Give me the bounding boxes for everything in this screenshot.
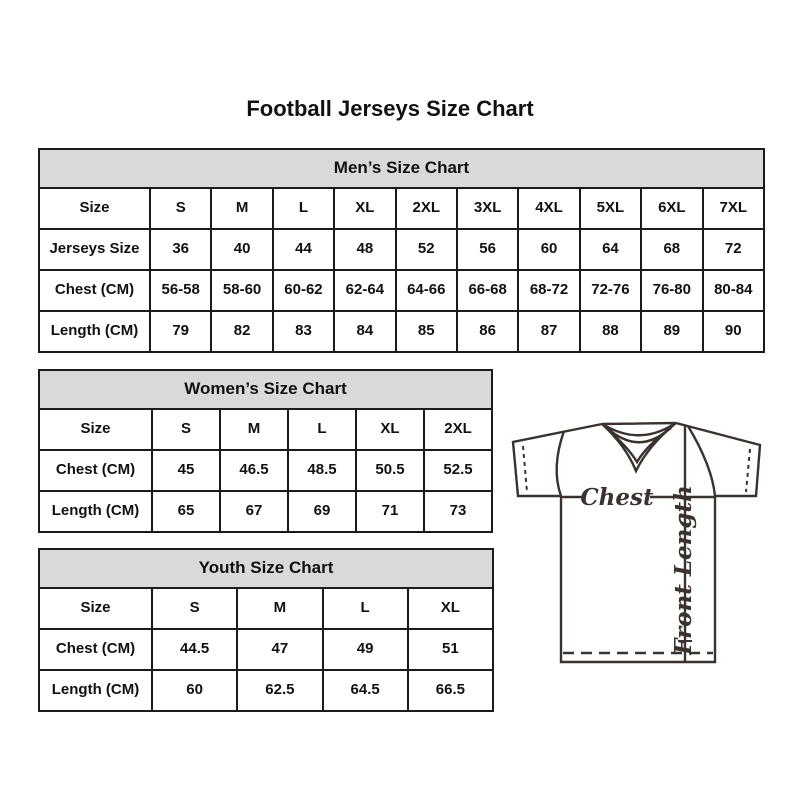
row-label: Size (39, 588, 152, 629)
row-label: Length (CM) (39, 491, 152, 532)
cell-value: XL (356, 409, 424, 450)
cell-value: 52.5 (424, 450, 492, 491)
cell-value: 46.5 (220, 450, 288, 491)
cell-value: 72 (703, 229, 764, 270)
cell-value: 60 (152, 670, 237, 711)
womens-size-table (38, 369, 493, 533)
cell-value: 64-66 (396, 270, 457, 311)
row-label: Jerseys Size (39, 229, 150, 270)
cell-value: 76-80 (641, 270, 702, 311)
cell-value: 83 (273, 311, 334, 352)
cell-value: 6XL (641, 188, 702, 229)
cell-value: 7XL (703, 188, 764, 229)
row-label: Size (39, 188, 150, 229)
front-length-measure-label: Front Length (670, 485, 697, 655)
cell-value: 64 (580, 229, 641, 270)
table-row (39, 409, 492, 450)
cell-value: 2XL (396, 188, 457, 229)
cell-value: 73 (424, 491, 492, 532)
row-label: Chest (CM) (39, 270, 150, 311)
cell-value: 62.5 (237, 670, 322, 711)
cell-value: 51 (408, 629, 493, 670)
cell-value: 66.5 (408, 670, 493, 711)
cell-value: 2XL (424, 409, 492, 450)
table-row (39, 588, 493, 629)
cell-value: 48 (334, 229, 395, 270)
cell-value: 40 (211, 229, 272, 270)
cell-value: 56 (457, 229, 518, 270)
cell-value: 60 (518, 229, 579, 270)
table-header-row (39, 149, 764, 188)
row-label: Length (CM) (39, 670, 152, 711)
page-title: Football Jerseys Size Chart (246, 96, 534, 121)
jersey-left-cuff-dash (523, 446, 527, 492)
table-row (39, 670, 493, 711)
cell-value: 65 (152, 491, 220, 532)
youth-size-table (38, 548, 494, 712)
cell-value: 62-64 (334, 270, 395, 311)
cell-value: 87 (518, 311, 579, 352)
cell-value: 84 (334, 311, 395, 352)
cell-value: 69 (288, 491, 356, 532)
cell-value: 58-60 (211, 270, 272, 311)
cell-value: 90 (703, 311, 764, 352)
table-header-row (39, 549, 493, 588)
cell-value: 36 (150, 229, 211, 270)
cell-value: M (220, 409, 288, 450)
table-row (39, 188, 764, 229)
cell-value: 88 (580, 311, 641, 352)
table-header-row (39, 370, 492, 409)
womens-table-header: Women’s Size Chart (39, 370, 492, 409)
cell-value: 4XL (518, 188, 579, 229)
cell-value: 48.5 (288, 450, 356, 491)
cell-value: 5XL (580, 188, 641, 229)
mens-table-header: Men’s Size Chart (39, 149, 764, 188)
jersey-left-armhole (557, 431, 564, 496)
cell-value: 50.5 (356, 450, 424, 491)
cell-value: 44 (273, 229, 334, 270)
cell-value: M (211, 188, 272, 229)
table-row (39, 311, 764, 352)
cell-value: M (237, 588, 322, 629)
cell-value: 89 (641, 311, 702, 352)
table-row (39, 270, 764, 311)
cell-value: 44.5 (152, 629, 237, 670)
cell-value: 64.5 (323, 670, 408, 711)
cell-value: 3XL (457, 188, 518, 229)
cell-value: S (150, 188, 211, 229)
cell-value: 72-76 (580, 270, 641, 311)
cell-value: 68-72 (518, 270, 579, 311)
cell-value: 68 (641, 229, 702, 270)
cell-value: S (152, 588, 237, 629)
cell-value: 86 (457, 311, 518, 352)
cell-value: 82 (211, 311, 272, 352)
cell-value: 52 (396, 229, 457, 270)
cell-value: L (288, 409, 356, 450)
cell-value: 47 (237, 629, 322, 670)
cell-value: 80-84 (703, 270, 764, 311)
chest-measure-label: Chest (580, 484, 654, 511)
cell-value: 85 (396, 311, 457, 352)
cell-value: XL (408, 588, 493, 629)
jersey-right-cuff-dash (746, 449, 750, 492)
jersey-right-sleeve (676, 423, 760, 496)
row-label: Chest (CM) (39, 450, 152, 491)
table-row (39, 491, 492, 532)
jersey-diagram (505, 412, 767, 668)
cell-value: S (152, 409, 220, 450)
cell-value: 66-68 (457, 270, 518, 311)
cell-value: 49 (323, 629, 408, 670)
row-label: Length (CM) (39, 311, 150, 352)
cell-value: 56-58 (150, 270, 211, 311)
youth-table-header: Youth Size Chart (39, 549, 493, 588)
jersey-collar (602, 423, 676, 471)
cell-value: L (273, 188, 334, 229)
cell-value: 45 (152, 450, 220, 491)
cell-value: 60-62 (273, 270, 334, 311)
row-label: Size (39, 409, 152, 450)
table-row (39, 450, 492, 491)
table-row (39, 629, 493, 670)
cell-value: L (323, 588, 408, 629)
cell-value: 79 (150, 311, 211, 352)
cell-value: 67 (220, 491, 288, 532)
cell-value: 71 (356, 491, 424, 532)
cell-value: XL (334, 188, 395, 229)
mens-size-table (38, 148, 765, 353)
table-row (39, 229, 764, 270)
row-label: Chest (CM) (39, 629, 152, 670)
